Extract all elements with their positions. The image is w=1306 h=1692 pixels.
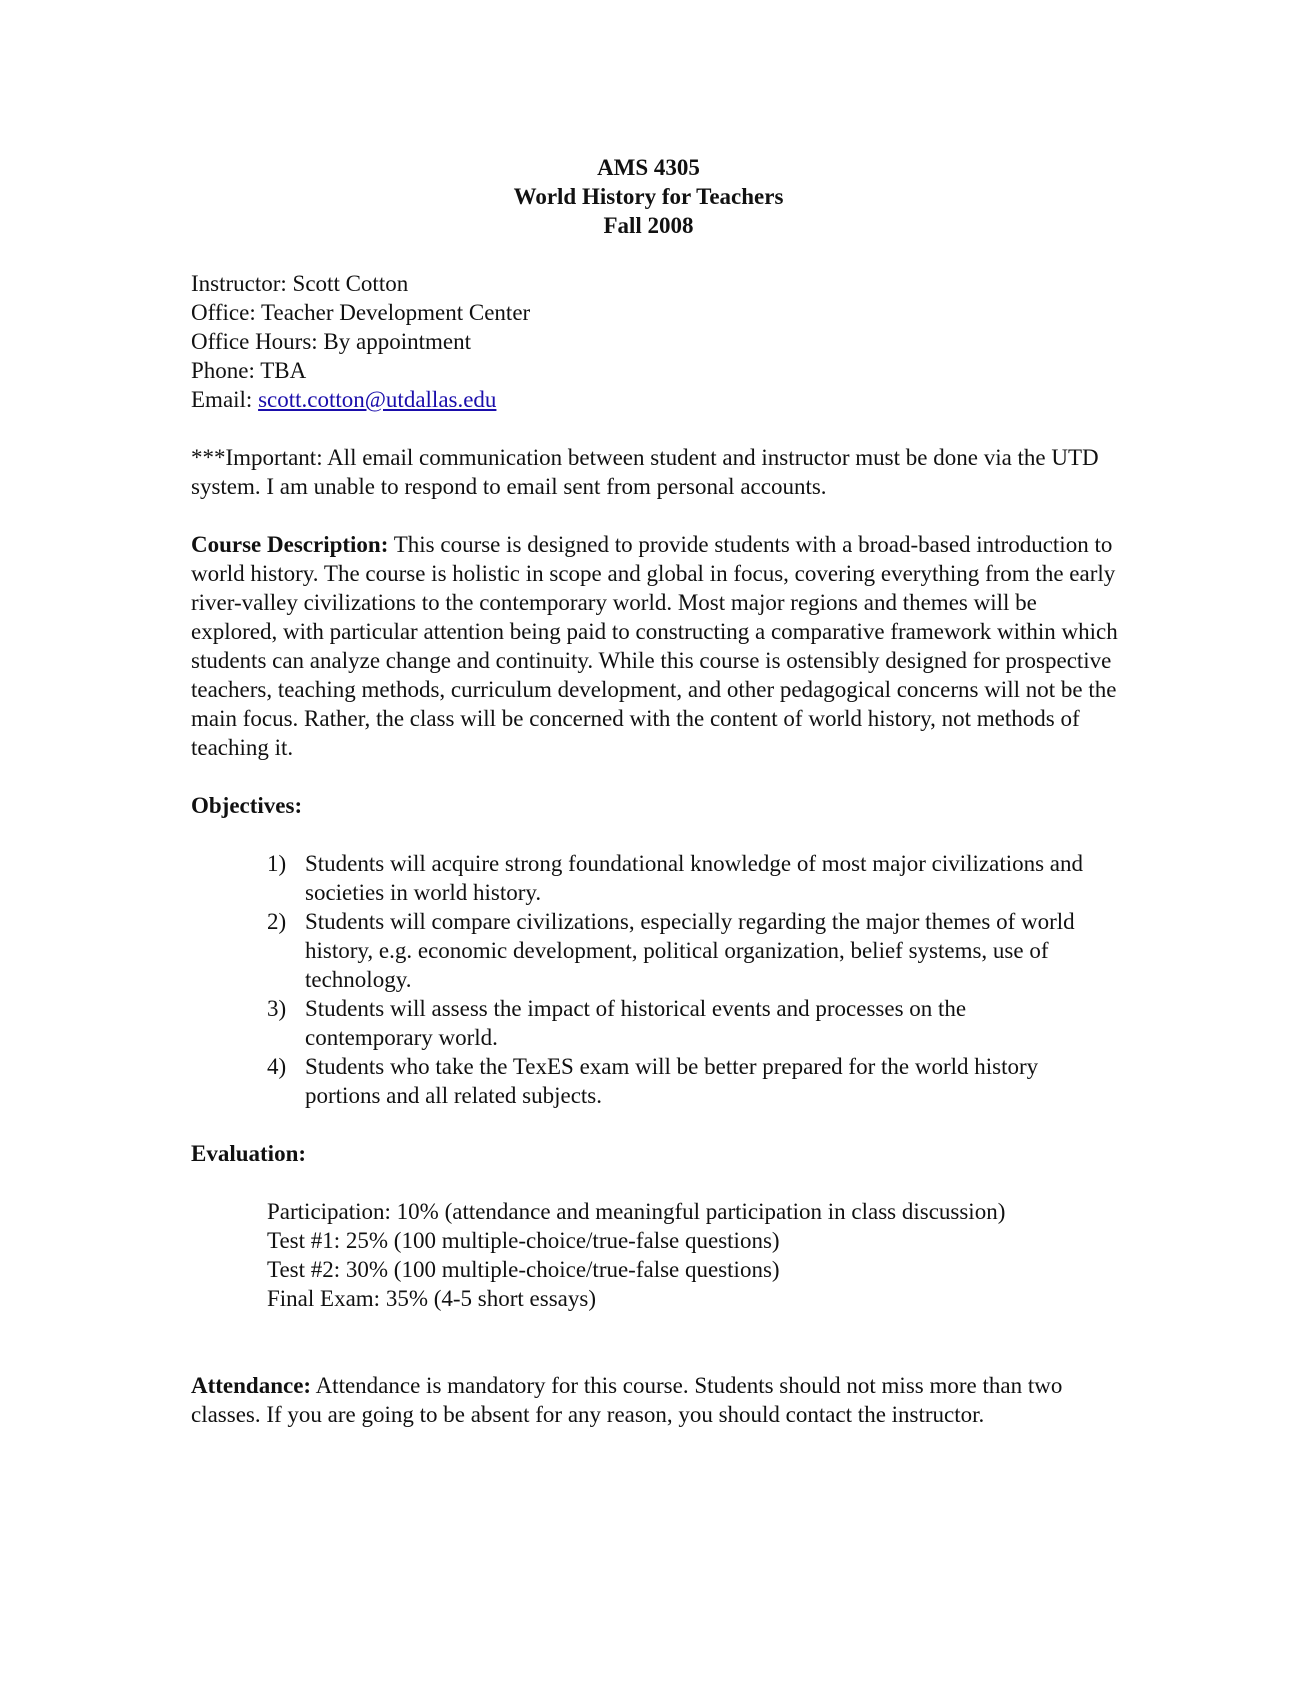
objective-item — [267, 994, 1095, 1052]
course-description-text: This course is designed to provide students with a broad-based introduction to world history. The course is holistic in scope and global in focus, covering everything from the early river-valley civilizations to the contemporary world. Most major regions and themes will be explored, with particular attention being paid to constructing a comparative framework within which students can analyze change and continuity. While this course is ostensibly designed for prospective teachers, teaching methods, curriculum development, and other pedagogical concerns will not be the main focus. Rather, the class will be concerned with the content of world history, not methods of teaching it. — [191, 532, 1118, 760]
office-hours-line: Office Hours: By appointment — [191, 329, 471, 354]
office-line: Office: Teacher Development Center — [191, 300, 531, 325]
objective-item — [267, 849, 1095, 907]
phone-line: Phone: TBA — [191, 358, 307, 383]
objective-number: 2) — [267, 909, 287, 934]
evaluation-item: Test #1: 25% (100 multiple-choice/true-false questions) — [267, 1228, 780, 1253]
objectives-heading: Objectives: — [191, 793, 303, 818]
evaluation-item: Participation: 10% (attendance and meaningful participation in class discussion) — [267, 1199, 1006, 1224]
objective-text: Students will compare civilizations, especially regarding the major themes of world history, e.g. economic development, political organization, belief systems, use of technology. — [305, 909, 1075, 992]
objective-text: Students who take the TexES exam will be better prepared for the world history portions and all related subjects. — [305, 1054, 1039, 1108]
objective-number: 3) — [267, 996, 287, 1021]
course-title: World History for Teachers — [513, 184, 784, 209]
objective-number: 4) — [267, 1054, 287, 1079]
course-header — [191, 153, 1106, 240]
course-description-label: Course Description: — [191, 532, 389, 557]
attendance-label: Attendance: — [191, 1373, 312, 1398]
objective-number: 1) — [267, 851, 287, 876]
evaluation-item: Test #2: 30% (100 multiple-choice/true-false questions) — [267, 1257, 780, 1282]
course-term: Fall 2008 — [603, 213, 694, 238]
contact-block — [191, 269, 1121, 414]
email-line — [191, 385, 1121, 414]
instructor-line: Instructor: Scott Cotton — [191, 271, 409, 296]
objective-item — [267, 1052, 1095, 1110]
course-code: AMS 4305 — [597, 155, 700, 180]
important-note: ***Important: All email communication between student and instructor must be done via the UTD system. I am unable to respond to email sent from personal accounts. — [191, 445, 1099, 499]
syllabus-page — [191, 153, 1121, 1429]
email-label: Email: — [191, 387, 259, 412]
attendance-text: Attendance is mandatory for this course. Students should not miss more than two classes. If you are going to be absent for any reason, you should contact the instructor. — [191, 1373, 1063, 1427]
evaluation-list — [191, 1197, 1121, 1313]
evaluation-heading: Evaluation: — [191, 1141, 307, 1166]
objective-item — [267, 907, 1095, 994]
objectives-list — [191, 849, 1121, 1110]
objective-text: Students will acquire strong foundational knowledge of most major civilizations and societies in world history. — [305, 851, 1084, 905]
objective-text: Students will assess the impact of historical events and processes on the contemporary world. — [305, 996, 967, 1050]
attendance-section — [191, 1371, 1121, 1429]
course-description — [191, 530, 1121, 762]
evaluation-item: Final Exam: 35% (4-5 short essays) — [267, 1286, 596, 1311]
email-link[interactable]: scott.cotton@utdallas.edu — [258, 387, 497, 412]
